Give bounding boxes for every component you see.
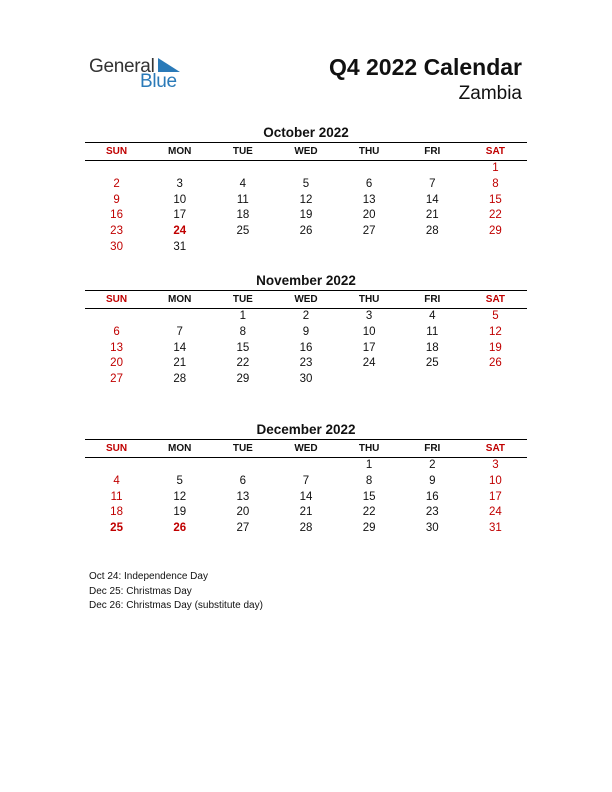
weekday-label: MON	[168, 294, 192, 305]
day-cell: 14	[173, 341, 187, 354]
day-cell: 29	[489, 225, 502, 238]
empty-day-cell	[148, 161, 211, 177]
day-cell: 24	[173, 225, 187, 238]
day-cell: 27	[236, 522, 250, 535]
day-cell: 19	[173, 506, 187, 519]
day-cell: 17	[173, 209, 187, 222]
weekday-label: MON	[168, 146, 192, 157]
weekday-header	[85, 439, 527, 458]
day-grid	[85, 458, 527, 537]
empty-day-cell	[274, 161, 337, 177]
page-title: Q4 2022 Calendar	[328, 54, 522, 80]
day-cell: 3	[176, 177, 183, 190]
day-cell: 25	[110, 522, 123, 535]
day-cell: 10	[362, 325, 376, 338]
day-cell: 9	[113, 193, 120, 206]
empty-day-cell	[274, 458, 337, 474]
day-cell: 26	[489, 357, 502, 370]
day-cell: 7	[176, 325, 183, 338]
day-cell: 8	[365, 474, 373, 487]
weekday-label: FRI	[424, 146, 441, 157]
day-cell: 22	[362, 506, 376, 519]
day-cell: 19	[299, 209, 313, 222]
day-grid	[85, 161, 527, 256]
day-cell: 29	[362, 522, 376, 535]
logo-triangle-icon	[158, 58, 180, 72]
day-cell: 1	[365, 459, 373, 471]
weekday-label: MON	[168, 443, 192, 454]
month-calendar-december	[85, 421, 527, 537]
day-cell: 4	[113, 474, 120, 487]
day-cell: 3	[365, 310, 373, 322]
day-cell: 28	[425, 225, 439, 238]
day-cell: 24	[362, 357, 376, 370]
weekday-header	[85, 142, 527, 161]
day-cell: 2	[113, 177, 120, 190]
day-cell: 16	[299, 341, 313, 354]
day-cell: 20	[362, 209, 376, 222]
day-cell: 28	[299, 522, 313, 535]
day-cell: 7	[302, 474, 310, 487]
weekday-label: SAT	[485, 146, 506, 157]
day-cell: 23	[425, 506, 439, 519]
weekday-label: SUN	[106, 146, 128, 157]
day-cell: 13	[110, 341, 123, 354]
weekday-label: THU	[358, 146, 380, 157]
empty-day-cell	[85, 161, 148, 177]
day-cell: 11	[110, 490, 123, 503]
day-cell: 31	[173, 240, 187, 253]
day-cell: 4	[239, 177, 247, 190]
day-grid	[85, 309, 527, 388]
day-cell: 18	[110, 506, 123, 519]
day-cell: 26	[299, 225, 313, 238]
day-cell: 27	[110, 373, 123, 386]
day-cell: 16	[425, 490, 439, 503]
weekday-header	[85, 290, 527, 309]
country-name: Zambia	[458, 83, 522, 104]
day-cell: 6	[239, 474, 247, 487]
empty-day-cell	[85, 309, 148, 325]
day-cell: 18	[425, 341, 439, 354]
day-cell: 14	[299, 490, 313, 503]
day-cell: 9	[302, 325, 310, 338]
weekday-label: THU	[358, 443, 380, 454]
weekday-label: FRI	[424, 294, 441, 305]
day-cell: 3	[492, 459, 499, 471]
weekday-label: SUN	[106, 294, 128, 305]
day-cell: 7	[429, 177, 436, 190]
day-cell: 21	[299, 506, 313, 519]
weekday-label: SAT	[485, 443, 506, 454]
weekday-label: TUE	[232, 443, 253, 454]
empty-day-cell	[148, 309, 211, 325]
day-cell: 30	[110, 240, 123, 253]
day-cell: 6	[365, 177, 373, 190]
day-cell: 30	[425, 522, 439, 535]
holiday-note: Dec 25: Christmas Day	[89, 585, 192, 597]
day-cell: 29	[236, 373, 250, 386]
weekday-label: SAT	[485, 294, 506, 305]
holiday-note: Oct 24: Independence Day	[89, 571, 208, 582]
month-calendar-november	[85, 272, 527, 388]
day-cell: 23	[110, 225, 123, 238]
day-cell: 27	[362, 225, 376, 238]
logo-word-blue: Blue	[140, 71, 177, 92]
day-cell: 21	[425, 209, 439, 222]
empty-day-cell	[211, 458, 274, 474]
day-cell: 5	[302, 177, 310, 190]
day-cell: 25	[236, 225, 250, 238]
weekday-label: WED	[294, 146, 318, 157]
empty-day-cell	[85, 458, 148, 474]
day-cell: 20	[110, 357, 123, 370]
day-cell: 5	[492, 310, 499, 322]
day-cell: 30	[299, 373, 313, 386]
day-cell: 17	[362, 341, 376, 354]
day-cell: 15	[489, 193, 502, 206]
day-cell: 24	[489, 506, 502, 519]
day-cell: 8	[239, 325, 247, 338]
day-cell: 21	[173, 357, 187, 370]
day-cell: 12	[173, 490, 187, 503]
day-cell: 2	[429, 459, 436, 471]
day-cell: 28	[173, 373, 187, 386]
empty-day-cell	[338, 161, 401, 177]
day-cell: 9	[429, 474, 436, 487]
weekday-label: WED	[294, 443, 318, 454]
day-cell: 13	[236, 490, 250, 503]
day-cell: 1	[492, 162, 499, 174]
day-cell: 15	[236, 341, 250, 354]
holiday-notes	[89, 570, 263, 614]
day-cell: 17	[489, 490, 502, 503]
day-cell: 22	[236, 357, 250, 370]
month-title: October 2022	[263, 125, 349, 140]
day-cell: 5	[176, 474, 183, 487]
day-cell: 19	[489, 341, 502, 354]
weekday-label: WED	[294, 294, 318, 305]
weekday-label: THU	[358, 294, 380, 305]
holiday-note: Dec 26: Christmas Day (substitute day)	[89, 600, 263, 611]
day-cell: 15	[362, 490, 376, 503]
day-cell: 16	[110, 209, 123, 222]
day-cell: 20	[236, 506, 250, 519]
day-cell: 18	[236, 209, 250, 222]
day-cell: 11	[426, 325, 439, 338]
day-cell: 4	[429, 310, 436, 322]
day-cell: 12	[299, 193, 313, 206]
day-cell: 22	[489, 209, 502, 222]
day-cell: 23	[299, 357, 313, 370]
day-cell: 14	[425, 193, 439, 206]
weekday-label: SUN	[106, 443, 128, 454]
empty-day-cell	[148, 458, 211, 474]
day-cell: 2	[302, 310, 310, 322]
day-cell: 13	[362, 193, 376, 206]
day-cell: 8	[492, 177, 499, 190]
month-title: December 2022	[256, 422, 356, 437]
day-cell: 31	[489, 522, 502, 535]
logo-word-general: General	[89, 56, 155, 77]
day-cell: 12	[489, 325, 502, 338]
day-cell: 11	[236, 193, 249, 206]
month-calendar-october	[85, 124, 527, 256]
weekday-label: FRI	[424, 443, 441, 454]
weekday-label: TUE	[232, 294, 253, 305]
day-cell: 1	[239, 310, 247, 322]
day-cell: 26	[173, 522, 187, 535]
day-cell: 10	[173, 193, 187, 206]
generalblue-logo	[89, 56, 199, 96]
empty-day-cell	[211, 161, 274, 177]
day-cell: 25	[425, 357, 439, 370]
month-title: November 2022	[256, 273, 356, 288]
empty-day-cell	[401, 161, 464, 177]
weekday-label: TUE	[232, 146, 253, 157]
day-cell: 10	[489, 474, 502, 487]
day-cell: 6	[113, 325, 120, 338]
